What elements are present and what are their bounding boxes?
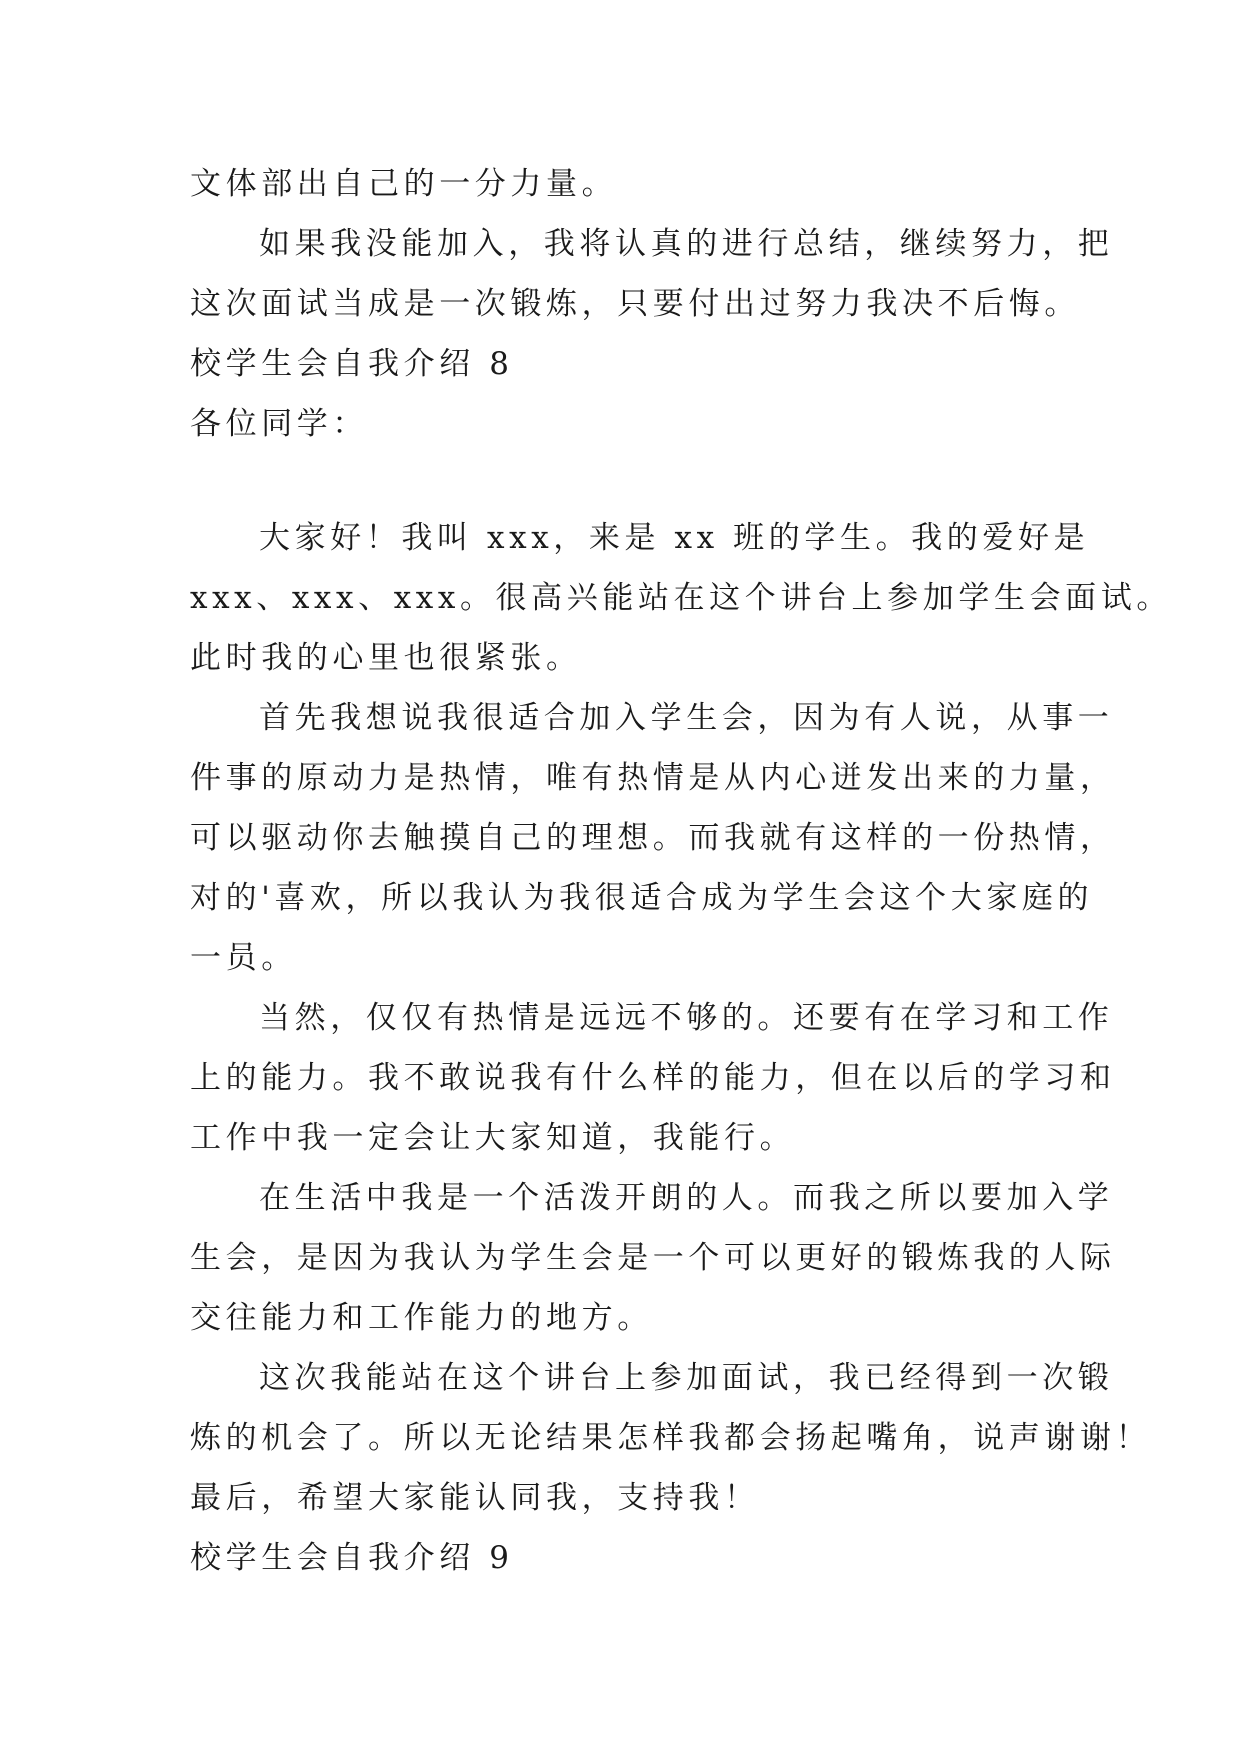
paragraph-line: xxx、xxx、xxx。很高兴能站在这个讲台上参加学生会面试。: [190, 580, 1172, 616]
paragraph-line: 如果我没能加入，我将认真的进行总结，继续努力，把: [259, 226, 1114, 262]
paragraph-line: 炼的机会了。所以无论结果怎样我都会扬起嘴角，说声谢谢！: [190, 1420, 1152, 1456]
section-heading: 校学生会自我介绍 9: [190, 1540, 514, 1576]
paragraph-line: 可以驱动你去触摸自己的理想。而我就有这样的一份热情，: [190, 820, 1116, 856]
paragraph-line: 一员。: [190, 940, 297, 976]
paragraph-line: 工作中我一定会让大家知道，我能行。: [190, 1120, 796, 1156]
paragraph-line: 这次面试当成是一次锻炼，只要付出过努力我决不后悔。: [190, 286, 1080, 322]
paragraph-line: 此时我的心里也很紧张。: [190, 640, 582, 676]
paragraph-line: 最后，希望大家能认同我，支持我！: [190, 1480, 760, 1516]
paragraph-line: 交往能力和工作能力的地方。: [190, 1300, 653, 1336]
paragraph-line: 件事的原动力是热情，唯有热情是从内心迸发出来的力量，: [190, 760, 1116, 796]
paragraph-line: 生会，是因为我认为学生会是一个可以更好的锻炼我的人际: [190, 1240, 1116, 1276]
paragraph-line: 这次我能站在这个讲台上参加面试，我已经得到一次锻: [259, 1360, 1114, 1396]
salutation: 各位同学：: [190, 406, 368, 442]
paragraph-line: 大家好！我叫 xxx，来是 xx 班的学生。我的爱好是: [259, 520, 1090, 556]
paragraph-line: 上的能力。我不敢说我有什么样的能力，但在以后的学习和: [190, 1060, 1116, 1096]
paragraph-line: 对的'喜欢，所以我认为我很适合成为学生会这个大家庭的: [190, 880, 1094, 916]
paragraph-line: 文体部出自己的一分力量。: [190, 166, 618, 202]
paragraph-line: 当然，仅仅有热情是远远不够的。还要有在学习和工作: [259, 1000, 1114, 1036]
paragraph-line: 在生活中我是一个活泼开朗的人。而我之所以要加入学: [259, 1180, 1114, 1216]
section-heading: 校学生会自我介绍 8: [190, 346, 514, 382]
paragraph-line: 首先我想说我很适合加入学生会，因为有人说，从事一: [259, 700, 1114, 736]
